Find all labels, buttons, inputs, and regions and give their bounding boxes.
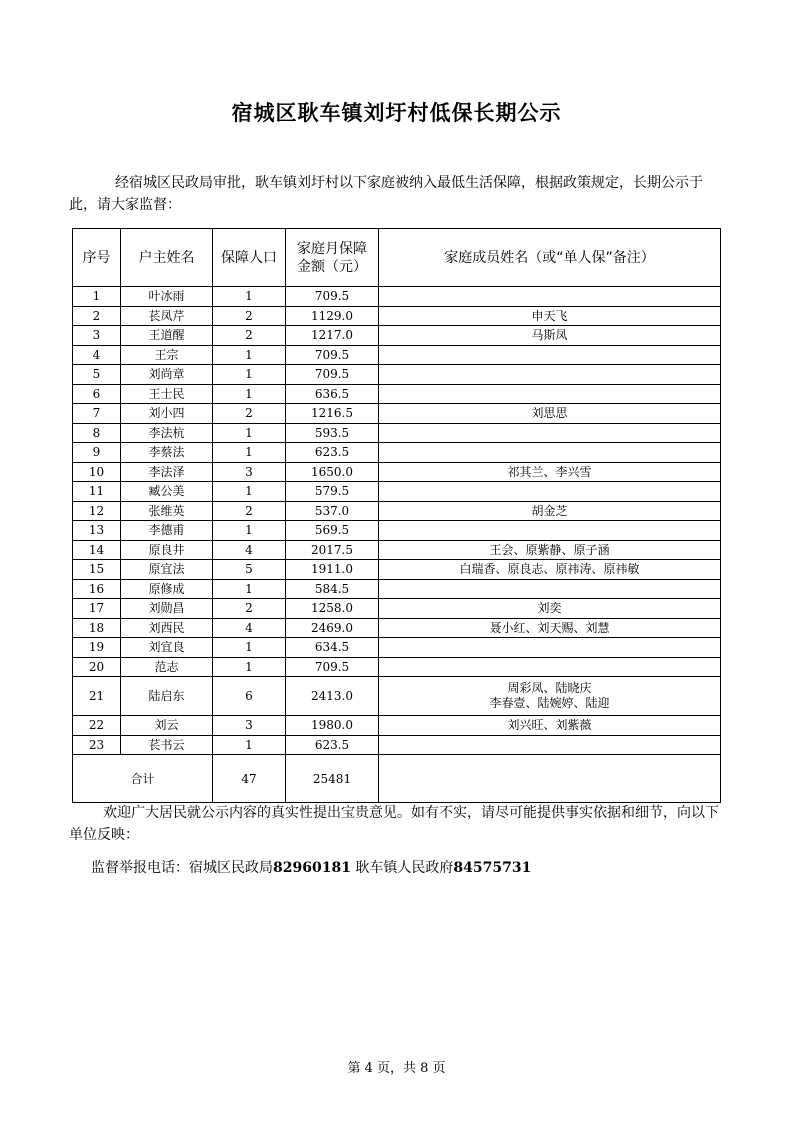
table-row bbox=[73, 501, 721, 521]
cell-head-name: 叶冰雨 bbox=[121, 287, 213, 307]
cell-amount: 1258.0 bbox=[286, 599, 379, 619]
feedback-text: 欢迎广大居民就公示内容的真实性提出宝贵意见。如有不实，请尽可能提供事实依据和细节，向以下单位反映： bbox=[69, 805, 719, 843]
cell-amount: 1217.0 bbox=[286, 326, 379, 346]
cell-members bbox=[379, 365, 721, 385]
cell-people: 1 bbox=[213, 384, 286, 404]
cell-head-name: 苌书云 bbox=[121, 735, 213, 755]
cell-amount: 623.5 bbox=[286, 735, 379, 755]
cell-index: 13 bbox=[73, 521, 121, 541]
cell-head-name: 李蔡法 bbox=[121, 443, 213, 463]
header-head-name: 户主姓名 bbox=[121, 229, 213, 287]
cell-index: 21 bbox=[73, 677, 121, 716]
cell-head-name: 陆启东 bbox=[121, 677, 213, 716]
members-line: 刘奕 bbox=[537, 601, 562, 616]
total-amount: 25481 bbox=[286, 755, 379, 803]
cell-members bbox=[379, 443, 721, 463]
cell-amount: 1911.0 bbox=[286, 560, 379, 580]
cell-amount: 709.5 bbox=[286, 657, 379, 677]
cell-members bbox=[379, 657, 721, 677]
cell-members bbox=[379, 501, 721, 521]
table-row bbox=[73, 423, 721, 443]
cell-people: 1 bbox=[213, 638, 286, 658]
cell-index: 10 bbox=[73, 462, 121, 482]
header-amount-line1: 家庭月保障 bbox=[297, 240, 367, 257]
cell-members bbox=[379, 735, 721, 755]
page-number: 第 4 页，共 8 页 bbox=[347, 1061, 446, 1076]
table-row bbox=[73, 482, 721, 502]
header-index: 序号 bbox=[73, 229, 121, 287]
cell-people: 2 bbox=[213, 306, 286, 326]
cell-index: 9 bbox=[73, 443, 121, 463]
cell-members bbox=[379, 404, 721, 424]
subsistence-allowance-table bbox=[72, 228, 721, 803]
table-row bbox=[73, 443, 721, 463]
cell-index: 12 bbox=[73, 501, 121, 521]
page-title: 宿城区耿车镇刘圩村低保长期公示 bbox=[231, 101, 562, 125]
table-row bbox=[73, 462, 721, 482]
header-people: 保障人口 bbox=[213, 229, 286, 287]
header-amount bbox=[286, 229, 379, 287]
cell-members bbox=[379, 638, 721, 658]
cell-index: 7 bbox=[73, 404, 121, 424]
cell-head-name: 刘勋昌 bbox=[121, 599, 213, 619]
cell-people: 4 bbox=[213, 618, 286, 638]
intro-paragraph bbox=[69, 172, 729, 216]
cell-head-name: 刘宜良 bbox=[121, 638, 213, 658]
cell-members bbox=[379, 521, 721, 541]
table-row bbox=[73, 599, 721, 619]
hotline-line bbox=[91, 857, 531, 877]
total-people: 47 bbox=[213, 755, 286, 803]
cell-people: 1 bbox=[213, 657, 286, 677]
cell-amount: 2469.0 bbox=[286, 618, 379, 638]
header-amount-line2: 金额（元） bbox=[297, 258, 367, 275]
cell-index: 20 bbox=[73, 657, 121, 677]
cell-head-name: 王士民 bbox=[121, 384, 213, 404]
members-line: 申天飞 bbox=[531, 308, 568, 323]
cell-amount: 709.5 bbox=[286, 365, 379, 385]
members-line: 祁其兰、李兴雪 bbox=[507, 464, 592, 479]
cell-people: 5 bbox=[213, 560, 286, 580]
cell-head-name: 李法泽 bbox=[121, 462, 213, 482]
cell-people: 2 bbox=[213, 404, 286, 424]
cell-index: 23 bbox=[73, 735, 121, 755]
cell-head-name: 原良井 bbox=[121, 540, 213, 560]
members-line: 马斯凤 bbox=[531, 328, 568, 343]
cell-members bbox=[379, 345, 721, 365]
table-row bbox=[73, 345, 721, 365]
table-row bbox=[73, 540, 721, 560]
cell-head-name: 刘西民 bbox=[121, 618, 213, 638]
cell-members bbox=[379, 560, 721, 580]
cell-people: 2 bbox=[213, 501, 286, 521]
cell-people: 1 bbox=[213, 443, 286, 463]
table-row bbox=[73, 521, 721, 541]
table-row bbox=[73, 657, 721, 677]
cell-people: 3 bbox=[213, 462, 286, 482]
cell-people: 1 bbox=[213, 423, 286, 443]
cell-index: 4 bbox=[73, 345, 121, 365]
hotline-middle: 耿车镇人民政府 bbox=[350, 860, 454, 876]
cell-amount: 634.5 bbox=[286, 638, 379, 658]
cell-index: 18 bbox=[73, 618, 121, 638]
cell-people: 1 bbox=[213, 521, 286, 541]
hotline-prefix: 监督举报电话：宿城区民政局 bbox=[91, 860, 273, 876]
cell-head-name: 李德甫 bbox=[121, 521, 213, 541]
table-row bbox=[73, 638, 721, 658]
members-line: 周彩凤、陆晓庆 bbox=[507, 681, 592, 695]
cell-members bbox=[379, 423, 721, 443]
cell-people: 1 bbox=[213, 287, 286, 307]
cell-people: 4 bbox=[213, 540, 286, 560]
cell-amount: 623.5 bbox=[286, 443, 379, 463]
cell-head-name: 刘尚章 bbox=[121, 365, 213, 385]
cell-people: 2 bbox=[213, 599, 286, 619]
cell-amount: 593.5 bbox=[286, 423, 379, 443]
cell-members bbox=[379, 482, 721, 502]
cell-members bbox=[379, 599, 721, 619]
header-members: 家庭成员姓名（或“单人保”备注） bbox=[379, 229, 721, 287]
table-row bbox=[73, 326, 721, 346]
cell-members bbox=[379, 716, 721, 736]
cell-index: 14 bbox=[73, 540, 121, 560]
cell-head-name: 原宜法 bbox=[121, 560, 213, 580]
cell-amount: 569.5 bbox=[286, 521, 379, 541]
cell-members bbox=[379, 677, 721, 716]
cell-members bbox=[379, 540, 721, 560]
members-line: 聂小红、刘天赐、刘慧 bbox=[489, 620, 610, 635]
members-line: 刘兴旺、刘紫薇 bbox=[507, 718, 592, 733]
cell-head-name: 王宗 bbox=[121, 345, 213, 365]
table-row bbox=[73, 287, 721, 307]
cell-index: 8 bbox=[73, 423, 121, 443]
cell-index: 19 bbox=[73, 638, 121, 658]
cell-people: 1 bbox=[213, 365, 286, 385]
total-label: 合计 bbox=[73, 755, 213, 803]
cell-members bbox=[379, 579, 721, 599]
table-row bbox=[73, 404, 721, 424]
cell-people: 2 bbox=[213, 326, 286, 346]
members-line: 白瑞香、原良志、原祎涛、原祎敏 bbox=[459, 562, 640, 577]
cell-amount: 1129.0 bbox=[286, 306, 379, 326]
table-header-row bbox=[73, 229, 721, 287]
cell-head-name: 张维英 bbox=[121, 501, 213, 521]
cell-head-name: 苌凤芹 bbox=[121, 306, 213, 326]
total-members bbox=[379, 755, 721, 803]
cell-index: 5 bbox=[73, 365, 121, 385]
cell-head-name: 李法杭 bbox=[121, 423, 213, 443]
total-row bbox=[73, 755, 721, 803]
cell-index: 3 bbox=[73, 326, 121, 346]
cell-amount: 584.5 bbox=[286, 579, 379, 599]
cell-head-name: 刘小四 bbox=[121, 404, 213, 424]
cell-amount: 1650.0 bbox=[286, 462, 379, 482]
cell-head-name: 原修成 bbox=[121, 579, 213, 599]
cell-amount: 537.0 bbox=[286, 501, 379, 521]
hotline-town-government-number: 84575731 bbox=[453, 860, 532, 876]
table-body bbox=[73, 287, 721, 755]
members-line: 王会、原紫静、原子涵 bbox=[489, 542, 610, 557]
cell-members bbox=[379, 287, 721, 307]
cell-head-name: 臧公美 bbox=[121, 482, 213, 502]
cell-members bbox=[379, 384, 721, 404]
members-line: 李春壹、陆婉婷、陆迎 bbox=[489, 696, 610, 710]
cell-index: 11 bbox=[73, 482, 121, 502]
cell-index: 22 bbox=[73, 716, 121, 736]
members-line: 刘思思 bbox=[531, 406, 568, 421]
cell-index: 16 bbox=[73, 579, 121, 599]
cell-index: 17 bbox=[73, 599, 121, 619]
cell-amount: 1216.5 bbox=[286, 404, 379, 424]
cell-people: 1 bbox=[213, 345, 286, 365]
table-row bbox=[73, 365, 721, 385]
cell-people: 1 bbox=[213, 735, 286, 755]
cell-index: 15 bbox=[73, 560, 121, 580]
cell-index: 2 bbox=[73, 306, 121, 326]
cell-head-name: 刘云 bbox=[121, 716, 213, 736]
cell-members bbox=[379, 618, 721, 638]
table-row bbox=[73, 618, 721, 638]
cell-head-name: 范志 bbox=[121, 657, 213, 677]
cell-people: 3 bbox=[213, 716, 286, 736]
cell-people: 1 bbox=[213, 579, 286, 599]
cell-index: 6 bbox=[73, 384, 121, 404]
intro-text: 经宿城区民政局审批，耿车镇刘圩村以下家庭被纳入最低生活保障，根据政策规定，长期公示于此，请大家监督： bbox=[69, 175, 703, 213]
cell-amount: 709.5 bbox=[286, 345, 379, 365]
cell-members bbox=[379, 326, 721, 346]
cell-index: 1 bbox=[73, 287, 121, 307]
table-row bbox=[73, 384, 721, 404]
table-row bbox=[73, 306, 721, 326]
hotline-civil-affairs-number: 82960181 bbox=[273, 860, 351, 876]
cell-head-name: 王道醒 bbox=[121, 326, 213, 346]
cell-amount: 579.5 bbox=[286, 482, 379, 502]
cell-amount: 1980.0 bbox=[286, 716, 379, 736]
cell-amount: 709.5 bbox=[286, 287, 379, 307]
cell-amount: 636.5 bbox=[286, 384, 379, 404]
table-row bbox=[73, 560, 721, 580]
feedback-paragraph bbox=[69, 802, 729, 846]
cell-members bbox=[379, 306, 721, 326]
cell-people: 1 bbox=[213, 482, 286, 502]
table-row bbox=[73, 735, 721, 755]
cell-amount: 2413.0 bbox=[286, 677, 379, 716]
members-line: 胡金芝 bbox=[531, 503, 568, 518]
cell-amount: 2017.5 bbox=[286, 540, 379, 560]
table-row bbox=[73, 579, 721, 599]
cell-people: 6 bbox=[213, 677, 286, 716]
table-row bbox=[73, 716, 721, 736]
table-row bbox=[73, 677, 721, 716]
cell-members bbox=[379, 462, 721, 482]
